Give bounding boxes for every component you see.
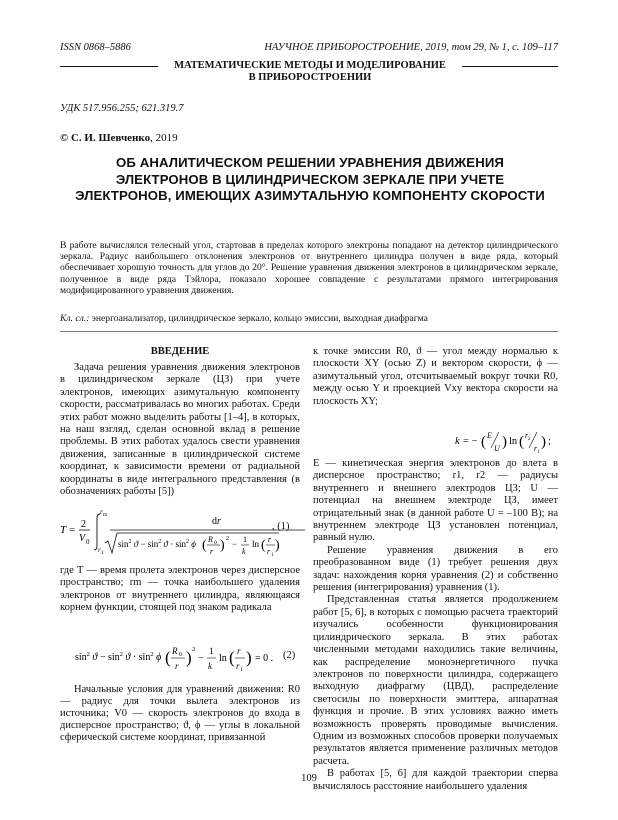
author-line [60,132,178,144]
equation-2-number: (2) [283,650,296,661]
svg-text:2: 2 [528,437,531,442]
svg-text:dr: dr [212,516,221,527]
abstract: В работе вычислялся телесный угол, стартовав в пределах которого электроны попадают на детектор цилиндрического зеркала. Радиус наибольшего отклонения электронов от внутреннего цилиндра получен в виде ряда, который обеспечивает хорошую точность для углов до 20°. Решение уравнения движения электронов в цилиндрическом зеркале, полученное в виде ряда Тэйлора, показало хорошее совпадение с результатами прямого интегрирования модифицированного уравнения движения. [60,240,558,296]
right-p4: Представленная статья является продолжением работ [5, 6], в которых с помощью расчета траекторий изучались особенности функционирования цилиндрического зеркала. В этих работах численными методами находились такие величины, как распределение моноэнергетичного пучка электронов по поверхности цилиндра, содержащего выходную диафрагму (ЦВД), распределение светосилы по поверхности эмиттера, аппаратная функция и прочие. В этих условиях важно иметь возможность проверять проводимые вычисления. Одним из возможных способов проверки получаемых результатов является применение различных методов расчета. [313,594,558,767]
svg-text:−: − [232,539,238,549]
udk-code: УДК 517.956.255; 621.319.7 [60,103,184,114]
svg-text:0: 0 [214,540,217,546]
svg-text:k: k [208,661,212,671]
svg-text:=: = [69,524,76,536]
keywords [60,313,558,324]
equation-1-number: , (1) [272,521,290,532]
section-line-2: В ПРИБОРОСТРОЕНИИ [248,72,372,83]
intro-p1: Задача решения уравнения движения электронов в цилиндрическом зеркале (ЦЗ) при учете электронов, имеющих азимутальную компоненту скорости, рассматривалась во многих работах. Среди этих работ можно выделить работы [1–4], в которых, на наш взгляд, сделан основной вклад в решение проблемы. В этих работах удалось свести уравнения движения, записанные в цилиндрической системе координат, к зависимости времени от радиальной координаты в виде интегрального представления (в обозначениях работы [5]) [60,362,300,498]
svg-text:0: 0 [86,538,90,546]
svg-text:2: 2 [192,646,196,653]
svg-text:sin2 ϑ − sin2 ϑ · sin2 ϕ: $\sin^2 ϑ - \sin^2 ϑ \cdot \sin^2 \phi$ [118,539,196,549]
intro-p3: Начальные условия для уравнений движения: R0 — радиус для точки вылета электронов из источника; V0 — скорость электронов до входа в дисперсное пространство; ϑ, ϕ — углы в локальной сферической системе координат, привязанной [60,684,300,743]
svg-text:r: r [268,535,272,544]
svg-text:E: E [487,431,492,440]
svg-text:1: 1 [240,667,243,673]
keywords-label: Кл. сл.: [60,313,90,324]
svg-text:U: U [494,444,500,453]
svg-text:ln: ln [509,436,518,447]
right-paragraph-1 [313,346,558,408]
intro-paragraph-2 [60,565,300,615]
svg-text:r: r [98,546,101,554]
journal-reference: НАУЧНОЕ ПРИБОРОСТРОЕНИЕ, 2019, том 29, № 1, с. 109–117 [264,42,558,53]
svg-text:1: 1 [101,550,104,556]
equation-2 [75,640,275,674]
intro-heading: ВВЕДЕНИЕ [150,346,210,357]
right-p1: к точке эмиссии R0, ϑ — угол между нормалью к плоскости XY (осью Z) и вектором скорости, ϕ — азимутальный угол, отсчитываемый вокруг точки R0, между осью Y и проекцией Vxy вектора скорости на плоскость XY; [313,346,558,407]
svg-text:): ) [502,434,507,450]
svg-text:r: r [100,508,103,516]
svg-text:r: r [534,444,538,453]
intro-paragraph-1 [60,362,300,498]
svg-text:= −: = − [463,436,478,447]
svg-text:): ) [246,648,252,667]
copyright-sign: © [60,132,69,144]
right-p3: Решение уравнения движения в его преобразованном виде (1) требует решения двух задач: нахождения корня уравнения (2) и собственно решения (интегрирования) уравнения (1). [313,544,558,594]
svg-text:2: 2 [81,519,86,530]
svg-text:ln: ln [252,539,260,549]
right-p5: В работах [5, 6] для каждой траектории сперва вычислялось расстояние наибольшего удаления [313,768,558,792]
section-line-1: МАТЕМАТИЧЕСКИЕ МЕТОДЫ И МОДЕЛИРОВАНИЕ [174,60,446,71]
equation-1 [60,505,305,559]
intro-p2: где T — время пролета электронов через дисперсное пространство; rm — точка наибольшего удаления электронов от внутреннего цилиндра, являющаяся корнем функции, стоящей под знаком радикала [60,565,300,614]
svg-text:r: r [175,661,179,671]
svg-text:1: 1 [271,553,274,558]
svg-text:r: r [210,547,214,556]
svg-text:k: k [242,547,246,556]
svg-text:m: m [103,512,108,518]
svg-text:ln: ln [219,653,227,664]
svg-text:1: 1 [537,450,540,455]
svg-text:0: 0 [179,652,182,658]
issn: ISSN 0868–5886 [60,42,131,53]
svg-text:T: T [60,524,67,536]
svg-text:r: r [237,646,241,656]
equation-k [455,428,565,456]
intro-paragraph-3 [60,684,300,744]
svg-text:r: r [267,547,271,556]
right-paragraphs [313,458,558,793]
svg-text:−: − [198,653,204,664]
svg-text:(: ( [481,434,486,450]
svg-text:): ) [541,434,546,450]
svg-text:V: V [79,533,86,544]
svg-text:1: 1 [243,535,247,544]
svg-text:): ) [220,538,225,553]
section-rule-left [60,66,158,67]
author-year: , 2019 [150,132,178,144]
svg-text:): ) [275,538,280,553]
svg-text:r: r [525,431,529,440]
svg-text:r: r [236,661,240,671]
abstract-divider [60,331,558,332]
svg-text:;: ; [548,436,551,447]
eq1-label: (1) [277,521,290,532]
svg-text:): ) [186,648,192,667]
svg-text:sin2 ϑ − sin2 ϑ · sin2 ϕ: $\sin^2 ϑ - \sin^2 ϑ \cdot \sin^2 \phi$ [75,651,162,663]
article-title: ОБ АНАЛИТИЧЕСКОМ РЕШЕНИИ УРАВНЕНИЯ ДВИЖЕНИЯ ЭЛЕКТРОНОВ В ЦИЛИНДРИЧЕСКОМ ЗЕРКАЛЕ ПРИ УЧЕТЕ ЭЛЕКТРОНОВ, ИМЕЮЩИХ АЗИМУТАЛЬНУЮ КОМПОНЕНТУ СКОРОСТИ [75,155,545,203]
svg-text:1: 1 [209,646,214,656]
svg-text:= 0 .: = 0 . [255,653,274,664]
page-number: 109 [301,773,317,784]
svg-text:(: ( [261,538,266,553]
svg-text:(: ( [229,648,235,667]
right-p2: E — кинетическая энергия электронов до влета в дисперсное пространство; r1, r2 — радиусы внутреннего и внешнего электродов ЦЗ; U — потенциал на внешнем электроде ЦЗ, имеет отрицательный знак (в данной работе U = –100 В); на внутреннем электроде ЦЗ установлен потенциал, равный нулю. [313,458,558,544]
svg-text:R: R [208,535,213,544]
svg-text:(: ( [202,538,207,553]
svg-text:2: 2 [226,536,229,542]
svg-text:(: ( [519,434,524,450]
keywords-text: энергоанализатор, цилиндрическое зеркало, кольцо эмиссии, выходная диафрагма [89,313,428,324]
author-name: С. И. Шевченко [70,132,151,144]
svg-text:(: ( [165,648,171,667]
svg-text:R: R [172,646,178,656]
svg-text:k: k [455,436,460,447]
section-rule-right [462,66,558,67]
